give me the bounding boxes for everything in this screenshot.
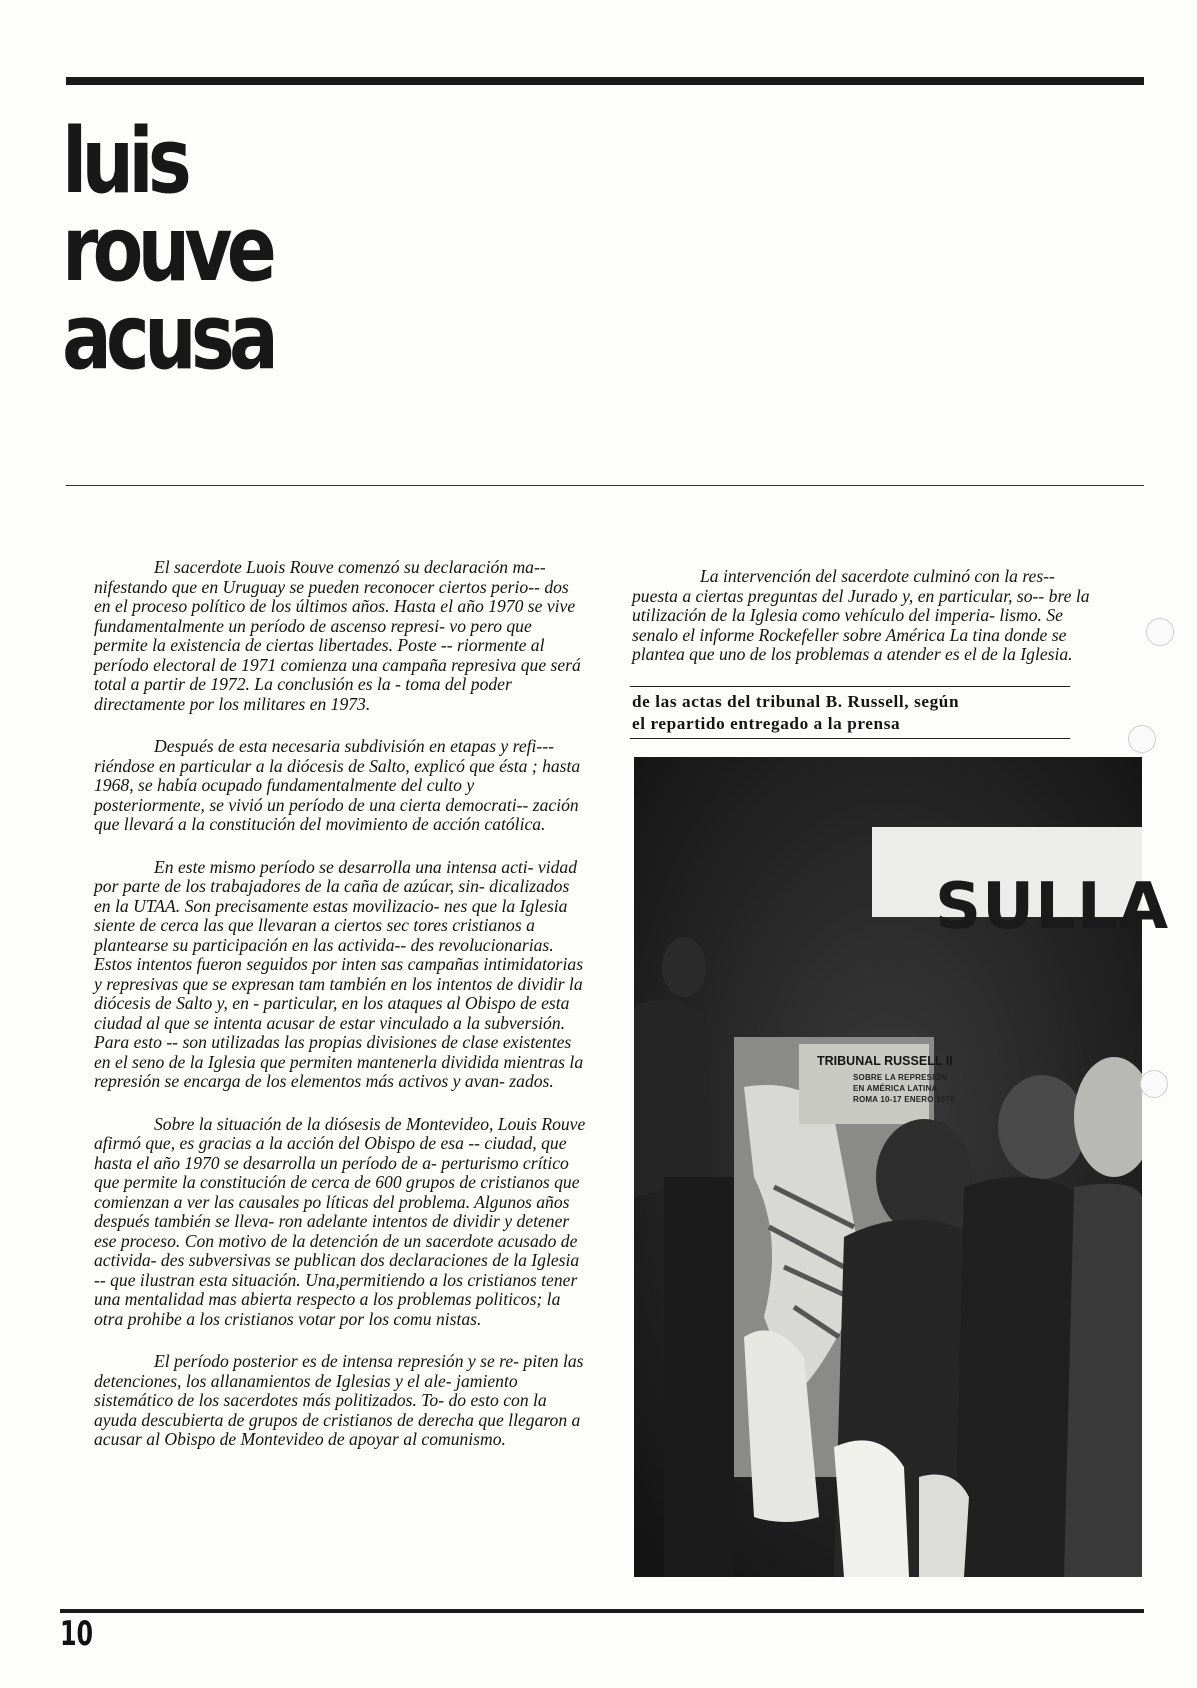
body-paragraph: Sobre la situación de la diósesis de Montevideo, Louis Rouve afirmó que, es gracias a la acción del Obispo de esa -- ciudad, que hasta el año 1970 se desarrolla un período de a- perturismo crítico que permite la constitución de cerca de 600 grupos de cristianos que comienzan a ver las causales po líticas del problema. Algunos años después también se lleva- ron adelante intentos de dividir y detener ese proceso. Con motivo de la detención de un sacerdote acusado de activida- des subversivas se publican dos declaraciones de la Iglesia -- que ilustran esta situación. Una,permitiendo a los cristianos tener una mentalidad mas abierta respecto a los problemas politicos; la otra prohibe a los cristianos votar por los comu nistas. — [94, 1113, 586, 1329]
source-rule-bottom — [630, 738, 1070, 739]
top-rule — [66, 77, 1144, 85]
poster-line: SOBRE LA REPRESIÓN — [853, 1073, 947, 1082]
punch-hole — [1128, 725, 1156, 753]
bottom-rule — [60, 1609, 1144, 1613]
article-title — [62, 109, 274, 390]
banner-text: SULLA — [935, 870, 1170, 944]
poster-title: TRIBUNAL RUSSELL II — [817, 1054, 953, 1068]
body-paragraph: El sacerdote Luois Rouve comenzó su declaración ma-- nifestando que en Uruguay se pueden reconocer ciertos perio-- dos en el proceso político de los últimos años. Hasta el año 1970 se vive fundamentalmente un período de ascenso represi- vo pero que permite la existencia de ciertas libertades. Poste -- riormente al período electoral de 1971 comienza una campaña represiva que será total a partir de 1972. La conclusión es la - toma del poder directamente por los militares en 1973. — [94, 557, 581, 714]
title-line: luis — [62, 109, 187, 214]
punch-hole — [1140, 1070, 1168, 1098]
source-credit — [632, 691, 1102, 735]
title-line: rouve — [62, 197, 272, 302]
body-paragraph: Después de esta necesaria subdivisión en etapas y refi--- riéndose en particular a la diócesis de Salto, explicó que ésta ; hasta 1968, se había ocupado fundamentalmente del culto y posteriormente, se vivió un período de una cierta democrati-- zación que llevará a la constitución del movimiento de acción católica. — [94, 736, 581, 834]
title-line: acusa — [62, 285, 274, 390]
body-paragraph: La intervención del sacerdote culminó con la res-- puesta a ciertas preguntas del Jurado y, en particular, so-- bre la utilización de la Iglesia como vehículo del imperia- lismo. Se senalo el informe Rockefeller sobre América La tina donde se plantea que uno de los problemas a atender es el de la Iglesia. — [632, 566, 1090, 664]
poster-line: ROMA 10-17 ENERO 1976 — [853, 1095, 955, 1104]
punch-hole — [1146, 618, 1174, 646]
left-column — [94, 558, 586, 1473]
body-paragraph: El período posterior es de intensa represión y se re- piten las detenciones, los allanamientos de Iglesias y el ale- jamiento sistemático de los sacerdotes más politizados. To- do esto con la ayuda descubierta de grupos de cristianos de derecha que llegaron a acusar al Obispo de Montevideo de apoyar al comunismo. — [94, 1351, 584, 1449]
right-column — [632, 567, 1102, 665]
page-number: 10 — [60, 1614, 94, 1654]
source-rule-top — [630, 686, 1070, 687]
source-line: de las actas del tribunal B. Russell, según — [632, 692, 960, 711]
body-paragraph: En este mismo período se desarrolla una intensa acti- vidad por parte de los trabajadores de la caña de azúcar, sin- dicalizados en la UTAA. Son precisamente estas movilizacio- nes que la Iglesia siente de cerca las que llevaran a ciertos sec tores cristianos a plantearse su participación en las activida-- des revolucionarias. Estos intentos fueron seguidos por inten sas campañas intimidatorias y represivas que se expresan tam también en los intentos de dividir la diócesis de Salto y, en - particular, en los ataques al Obispo de esta ciudad al que se intenta acusar de estar vinculado a la subversión. Para esto -- son utilizadas las propias divisiones de clase existentes en el seno de la Iglesia que permiten mantenerla dividida mientras la represión se encarga de los elementos más activos y avan- zados. — [94, 856, 584, 1091]
source-line: el repartido entregado a la prensa — [632, 714, 901, 733]
title-divider — [66, 485, 1144, 486]
poster-line: EN AMÉRICA LATINA — [853, 1084, 938, 1093]
